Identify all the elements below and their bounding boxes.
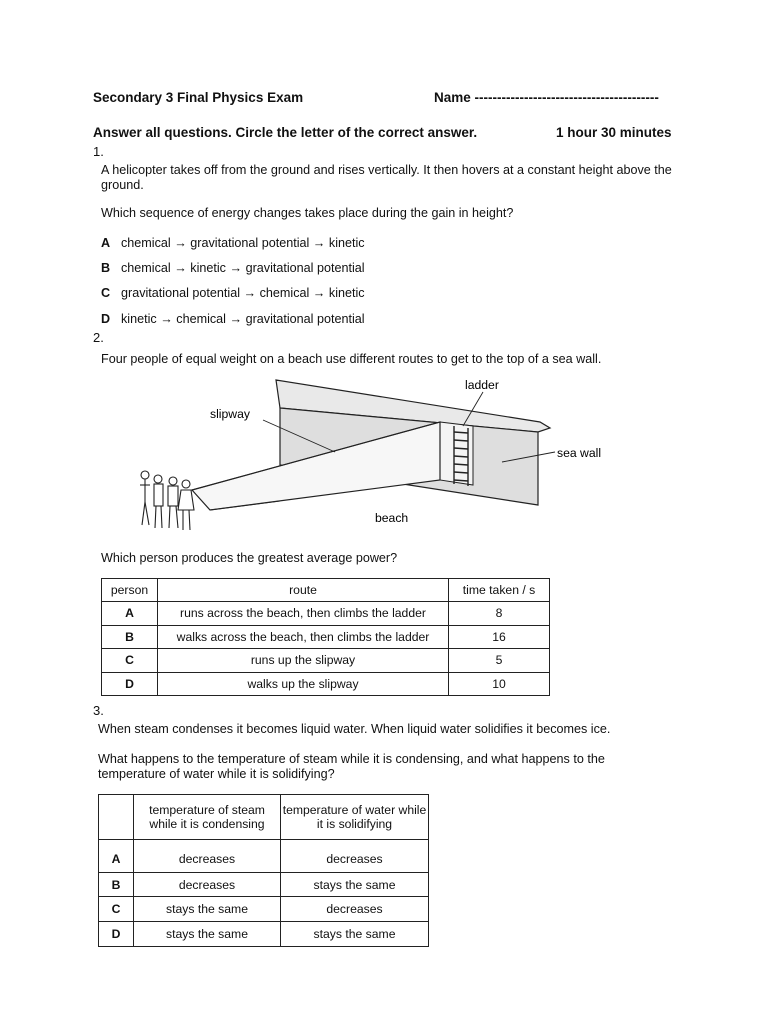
exam-title: Secondary 3 Final Physics Exam [93, 90, 304, 105]
time-cell: 5 [449, 649, 550, 673]
water-cell: stays the same [281, 922, 429, 947]
question-1-option-a[interactable] [101, 234, 365, 252]
question-3-number: 3. [93, 703, 104, 718]
question-2-prompt: Which person produces the greatest average power? [101, 551, 398, 565]
water-cell: stays the same [281, 873, 429, 897]
time-cell: 10 [449, 672, 550, 696]
sea-wall-label: sea wall [557, 446, 602, 460]
option-letter: B [101, 261, 111, 275]
option-letter: D [101, 312, 111, 326]
table-header [99, 795, 134, 840]
table-header-row [102, 579, 550, 602]
person-cell: C [102, 649, 158, 673]
steam-cell: decreases [134, 873, 281, 897]
option-letter-cell: A [99, 840, 134, 873]
steam-cell: stays the same [134, 922, 281, 947]
table-header-row [99, 795, 429, 840]
route-cell: walks up the slipway [158, 672, 449, 696]
option-letter: A [101, 236, 111, 250]
option-text: chemical → kinetic → gravitational potential [121, 261, 365, 275]
table-row [102, 672, 550, 696]
question-2-number: 2. [93, 330, 104, 345]
person-cell: D [102, 672, 158, 696]
beach-label: beach [375, 511, 409, 525]
four-people-figures [140, 471, 194, 530]
steam-cell: stays the same [134, 897, 281, 922]
time-cell: 8 [449, 602, 550, 626]
person-cell: A [102, 602, 158, 626]
question-3-stem: When steam condenses it becomes liquid water. When liquid water solidifies it becomes ice. [98, 722, 611, 736]
question-2-stem: Four people of equal weight on a beach use different routes to get to the top of a sea wall. [101, 352, 602, 366]
person-cell: B [102, 625, 158, 649]
question-1-option-d[interactable] [101, 310, 365, 328]
route-cell: runs up the slipway [158, 649, 449, 673]
water-cell: decreases [281, 840, 429, 873]
table-header: temperature of water while it is solidifying [281, 795, 429, 840]
instructions: Answer all questions. Circle the letter of the correct answer. [93, 125, 478, 140]
water-cell: decreases [281, 897, 429, 922]
route-cell: runs across the beach, then climbs the ladder [158, 602, 449, 626]
option-letter: C [101, 286, 111, 300]
question-1-number: 1. [93, 144, 104, 159]
question-1-option-b[interactable] [101, 259, 365, 277]
option-letter-cell: B [99, 873, 134, 897]
table-header: person [102, 579, 158, 602]
table-row [102, 625, 550, 649]
table-row [102, 602, 550, 626]
steam-cell: decreases [134, 840, 281, 873]
table-row [99, 840, 429, 873]
table-header: route [158, 579, 449, 602]
option-text: kinetic → chemical → gravitational potential [121, 312, 365, 326]
table-row [102, 649, 550, 673]
question-3-table [98, 794, 429, 947]
time-cell: 16 [449, 625, 550, 649]
question-1-option-c[interactable] [101, 284, 365, 302]
table-header: time taken / s [449, 579, 550, 602]
route-cell: walks across the beach, then climbs the ladder [158, 625, 449, 649]
table-row [99, 873, 429, 897]
option-text: chemical → gravitational potential → kinetic [121, 236, 365, 250]
table-header: temperature of steam while it is condensing [134, 795, 281, 840]
sea-wall-diagram [130, 370, 630, 540]
question-3-prompt: What happens to the temperature of steam while it is condensing, and what happens to the temperature of water while it is solidifying? [98, 752, 605, 781]
option-letter-cell: D [99, 922, 134, 947]
question-1-stem: A helicopter takes off from the ground and rises vertically. It then hovers at a constant height above the ground. [101, 163, 672, 192]
question-1-prompt: Which sequence of energy changes takes place during the gain in height? [101, 206, 514, 220]
name-field-label: Name ----------------------------------------- [434, 90, 659, 105]
question-2-table [101, 578, 550, 696]
exam-duration: 1 hour 30 minutes [556, 125, 672, 140]
option-letter-cell: C [99, 897, 134, 922]
option-text: gravitational potential → chemical → kinetic [121, 286, 365, 300]
table-row [99, 897, 429, 922]
table-row [99, 922, 429, 947]
ladder-label: ladder [465, 378, 499, 392]
slipway-label: slipway [210, 407, 250, 421]
